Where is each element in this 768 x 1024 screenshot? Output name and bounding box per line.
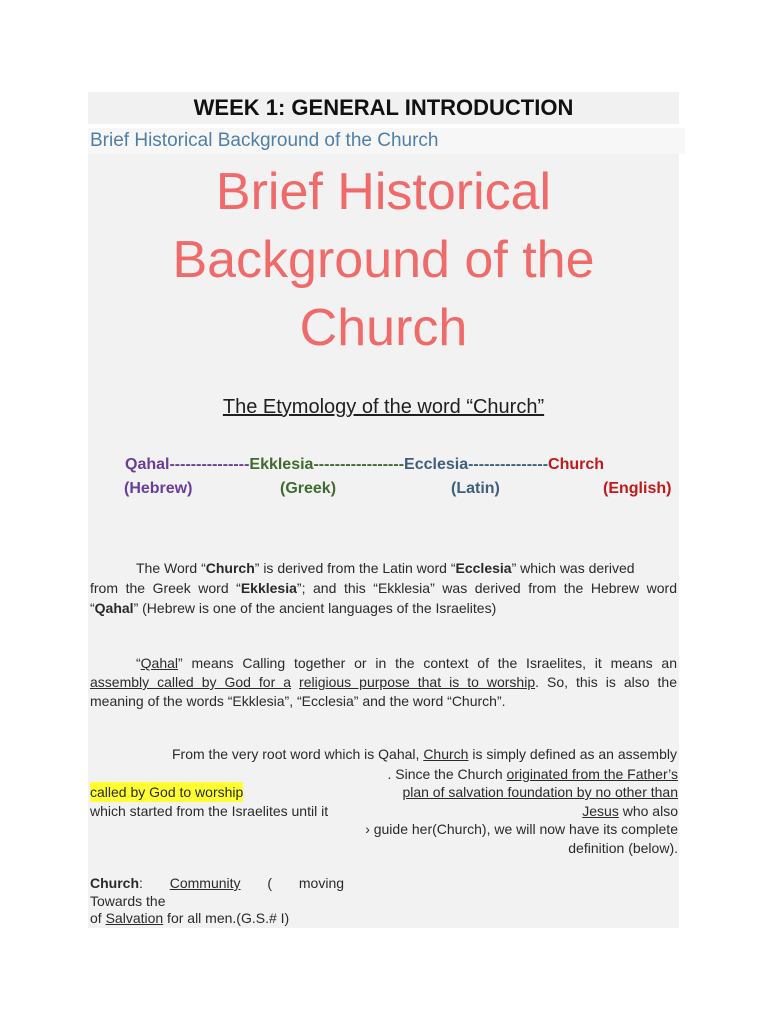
para1-line2: from the Greek word “Ekklesia”; and this “Ekklesia” was derived from the Hebrew word: [90, 580, 677, 596]
lang-latin: (Latin): [451, 480, 500, 497]
term-qahal: Qahal: [94, 600, 134, 616]
para3-line6: definition (below).: [568, 840, 678, 856]
para2-line1: “Qahal” means Calling together or in the context of the Israelites, it means an: [136, 655, 677, 671]
definition-line1: Church: Community ( moving: [90, 875, 345, 891]
section-subtitle: Brief Historical Background of the Church: [88, 128, 685, 154]
word-church: Church: [548, 456, 605, 473]
slide-title-line-2: Background of the: [172, 231, 595, 289]
dash-separator: -----------------: [313, 456, 405, 473]
lang-english: (English): [603, 480, 672, 497]
word-qahal: Qahal: [125, 456, 170, 473]
jesus-underlined: Jesus: [582, 803, 619, 819]
community-underlined: Community: [169, 875, 241, 891]
highlighted-text: called by God to worship: [90, 784, 244, 800]
term-ekklesia: Ekklesia: [240, 580, 297, 596]
lang-hebrew: (Hebrew): [124, 480, 193, 497]
para1-line3: “Qahal” (Hebrew is one of the ancient languages of the Israelites): [90, 600, 497, 616]
definition-line2: Towards the: [90, 893, 166, 909]
plan-underlined: plan of salvation foundation by no other than: [402, 784, 678, 800]
term-ecclesia: Ecclesia: [455, 560, 512, 576]
para3-line4-left: which started from the Israelites until it: [90, 803, 329, 819]
word-ecclesia: Ecclesia: [404, 456, 469, 473]
etymology-chain: [125, 456, 604, 474]
slide-title-line-3: Church: [299, 299, 468, 357]
word-ekklesia: Ekklesia: [249, 456, 314, 473]
term-church: Church: [205, 560, 255, 576]
slide-title-line-1: Brief Historical: [215, 163, 552, 221]
slide-title: [88, 158, 679, 362]
worship-underlined: religious purpose that is to worship: [299, 674, 536, 690]
para3-line5: › guide her(Church), we will now have its complete: [365, 821, 678, 837]
assembly-underlined: assembly called by God for a: [90, 674, 292, 690]
dash-separator: ---------------: [468, 456, 549, 473]
para3-line1: From the very root word which is Qahal, Church is simply defined as an assembly: [172, 746, 677, 762]
originated-underlined: originated from the Father’s: [506, 766, 678, 782]
para3-line2: . Since the Church originated from the Father’s: [387, 766, 678, 782]
para3-line4-right: Jesus who also: [582, 803, 678, 819]
salvation-underlined: Salvation: [105, 910, 164, 926]
para2-line3: meaning of the words “Ekklesia”, “Ecclesia” and the word “Church”.: [90, 693, 506, 709]
dash-separator: ---------------: [169, 456, 250, 473]
definition-line3: of Salvation for all men.(G.S.# I): [90, 910, 290, 926]
lang-greek: (Greek): [280, 480, 337, 497]
para3-line3: [344, 782, 678, 802]
definition-label: Church: [90, 875, 139, 891]
church-underlined: Church: [423, 746, 469, 762]
qahal-underlined: Qahal: [140, 655, 179, 671]
para2-line2: assembly called by God for a religious purpose that is to worship. So, this is also the: [90, 674, 678, 690]
etymology-title: The Etymology of the word “Church”: [222, 396, 545, 418]
page-heading: WEEK 1: GENERAL INTRODUCTION: [88, 92, 679, 124]
para1-line1: The Word “Church” is derived from the Latin word “Ecclesia” which was derived: [136, 560, 635, 576]
